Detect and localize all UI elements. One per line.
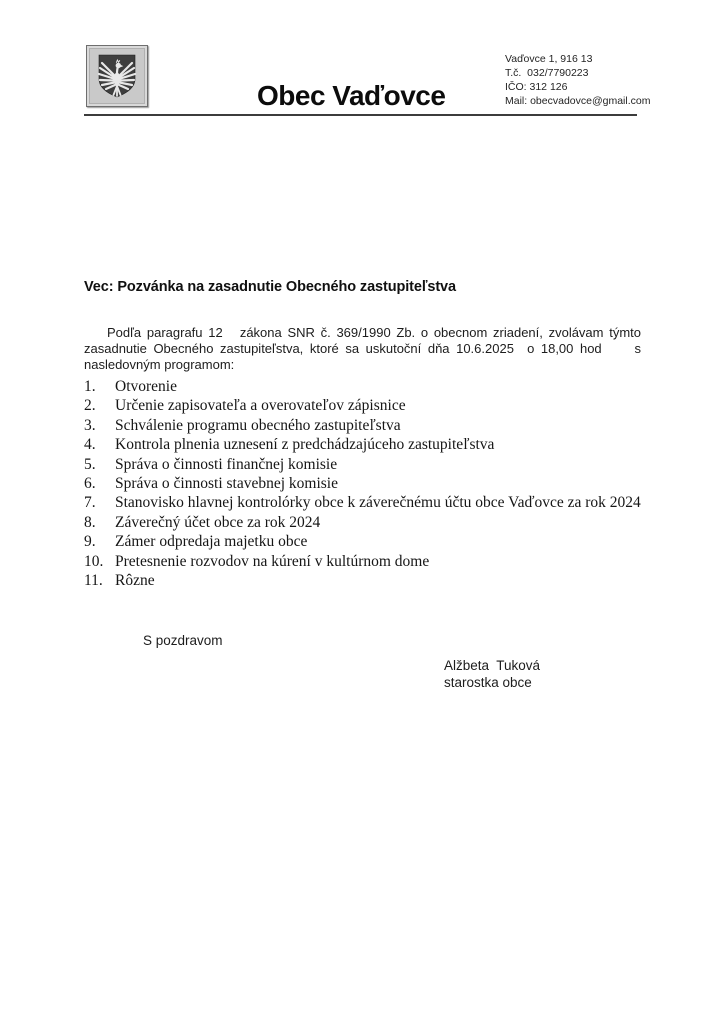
contact-line: Vaďovce 1, 916 13 [505,53,593,65]
agenda-item [84,435,646,454]
signature-block [444,658,540,691]
body-line-1: Podľa paragrafu 12 zákona SNR č. 369/1990 Zb. o obecnom zriadení, zvolávam týmto [107,325,641,340]
agenda-item [84,513,646,532]
agenda-item-text: Otvorenie [115,378,177,395]
agenda-item-number: 4. [84,436,96,454]
agenda-item-text: Kontrola plnenia uznesení z predchádzajúceho zastupiteľstva [115,436,495,454]
agenda-item-number: 5. [84,455,96,473]
municipal-coat-of-arms [86,45,148,107]
closing-salutation: S pozdravom [143,633,223,648]
agenda-item-text: Schválenie programu obecného zastupiteľstva [115,416,401,434]
agenda-item [84,493,646,512]
agenda-item-number: 7. [84,494,96,512]
agenda-item [84,396,646,415]
agenda-item-text: Určenie zapisovateľa a overovateľov zápisnice [115,397,406,415]
eagle-shield-icon [89,48,145,104]
agenda-item-number: 1. [84,378,96,395]
signer-title: starostka obce [444,674,532,690]
agenda-list [84,377,646,590]
agenda-item [84,474,646,493]
organization-title: Obec Vaďovce [257,80,446,111]
agenda-item-number: 9. [84,533,96,551]
agenda-item [84,571,646,590]
agenda-item [84,532,646,551]
agenda-item-number: 6. [84,475,96,493]
agenda-item-text: Rôzne [115,572,155,590]
contact-line: Mail: obecvadovce@gmail.com [505,95,651,107]
signer-name: Alžbeta Tuková [444,658,541,673]
agenda-item [84,416,646,435]
header-divider-rule [84,114,637,116]
agenda-item-text: Správa o činnosti stavebnej komisie [115,475,338,493]
agenda-item-text: Správa o činnosti finančnej komisie [115,455,338,473]
agenda-item-number: 3. [84,416,96,434]
agenda-item-number: 2. [84,397,96,415]
contact-line: T.č. 032/7790223 [505,67,589,79]
agenda-item-number: 11. [84,572,103,590]
agenda-item [84,455,646,474]
subject-line: Vec: Pozvánka na zasadnutie Obecného zastupiteľstva [84,279,456,295]
agenda-item-number: 8. [84,513,96,531]
agenda-item-text: Pretesnenie rozvodov na kúrení v kultúrnom dome [115,552,430,570]
agenda-item-text: Zámer odpredaja majetku obce [115,533,308,551]
agenda-item-text: Záverečný účet obce za rok 2024 [115,513,321,531]
contact-block [505,52,650,108]
agenda-item [84,377,646,396]
agenda-item-text: Stanovisko hlavnej kontrolórky obce k záverečnému účtu obce Vaďovce za rok 2024 [115,494,641,512]
contact-line: IČO: 312 126 [505,81,568,93]
agenda-item [84,552,646,571]
body-paragraph [84,325,641,372]
agenda-item-number: 10. [84,552,104,570]
body-line-2: zasadnutie Obecného zastupiteľstva, ktoré sa uskutoční dňa 10.6.2025 o 18,00 hod s [84,340,641,356]
body-line-3: nasledovným programom: [84,356,235,372]
